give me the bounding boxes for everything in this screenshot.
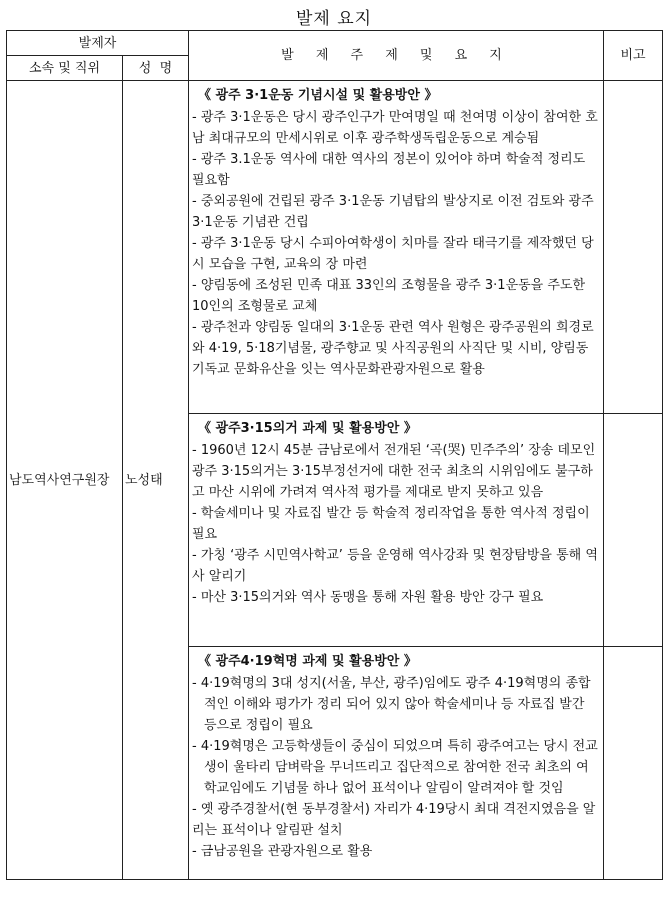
bullet-item: - 금남공원을 관광자원으로 활용 [192, 844, 373, 859]
bullet-item: - 4·19혁명은 고등학생들이 중심이 되었으며 특히 광주여고는 당시 전교생이 울타리 담벼락을 무너뜨리고 집단적으로 참여한 전국 최초의 여학교임에도 기념물 하나 없어 표석이나 알림이 알려져야 할 것임 [192, 739, 598, 796]
section-title: 《 광주 3·1운동 기념시설 및 활용방안 》 [198, 88, 438, 103]
content-row [7, 81, 663, 414]
bullet-item: - 옛 광주경찰서(현 동부경찰서) 자리가 4·19당시 최대 격전지였음을 알리는 표석이나 알림판 설치 [192, 802, 596, 838]
bullet-item: - 1960년 12시 45분 금남로에서 전개된 ‘곡(哭) 민주주의’ 장송 데모인 광주 3·15의거는 3·15부정선거에 대한 전국 최초의 시위임에도 불구하고 마산 시위에 가려져 역사적 평가를 제대로 받지 못하고 있음 [192, 443, 596, 500]
summary-table [6, 30, 663, 880]
section-march1 [189, 81, 604, 414]
bullet-item: - 광주천과 양림동 일대의 3·1운동 관련 역사 원형은 광주공원의 희경로와 4·19, 5·18기념물, 광주향교 및 사직공원의 사직단 및 시비, 양림동 기독교 문화유산을 잇는 역사문화관광자원으로 활용 [192, 320, 594, 377]
bullet-item: - 학술세미나 및 자료집 발간 등 학술적 정리작업을 통한 역사적 정립이 필요 [192, 506, 590, 542]
bullet-item: - 광주 3.1운동 역사에 대한 역사의 정본이 있어야 하며 학술적 정리도 필요함 [192, 152, 586, 188]
section-april19 [189, 647, 604, 880]
bullet-item: - 가칭 ‘광주 시민역사학교’ 등을 운영해 역사강좌 및 현장탐방을 통해 역사 알리기 [192, 548, 598, 584]
topic-header: 발 제 주 제 및 요 지 [189, 31, 604, 81]
name-header: 성 명 [123, 56, 189, 81]
presenter-affiliation: 남도역사연구원장 [7, 81, 123, 880]
section-title: 《 광주3·15의거 과제 및 활용방안 》 [198, 421, 417, 436]
note-cell [604, 81, 663, 414]
bullet-item: - 4·19혁명의 3대 성지(서울, 부산, 광주)임에도 광주 4·19혁명의 종합적인 이해와 평가가 정리 되어 있지 않아 학술세미나 등 자료집 발간 등으로 정립이 필요 [192, 676, 591, 733]
section-title: 《 광주4·19혁명 과제 및 활용방안 》 [198, 654, 417, 669]
section-march15 [189, 414, 604, 647]
note-cell [604, 647, 663, 880]
affiliation-header: 소속 및 직위 [7, 56, 123, 81]
note-header: 비고 [604, 31, 663, 81]
presenter-header: 발제자 [7, 31, 189, 56]
header-row [7, 31, 663, 56]
bullet-item: - 마산 3·15의거와 역사 동맹을 통해 자원 활용 방안 강구 필요 [192, 590, 544, 605]
presenter-name: 노성태 [123, 81, 189, 880]
bullet-item: - 중외공원에 건립된 광주 3·1운동 기념탑의 발상지로 이전 검토와 광주 3·1운동 기념관 건립 [192, 194, 594, 230]
bullet-item: - 광주 3·1운동 당시 수피아여학생이 치마를 잘라 태극기를 제작했던 당시 모습을 구현, 교육의 장 마련 [192, 236, 594, 272]
page-title: 발제 요지 [295, 9, 373, 29]
bullet-item: - 광주 3·1운동은 당시 광주인구가 만여명일 때 천여명 이상이 참여한 호남 최대규모의 만세시위로 이후 광주학생독립운동으로 계승됨 [192, 110, 598, 146]
bullet-item: - 양림동에 조성된 민족 대표 33인의 조형물을 광주 3·1운동을 주도한 10인의 조형물로 교체 [192, 278, 586, 314]
note-cell [604, 414, 663, 647]
